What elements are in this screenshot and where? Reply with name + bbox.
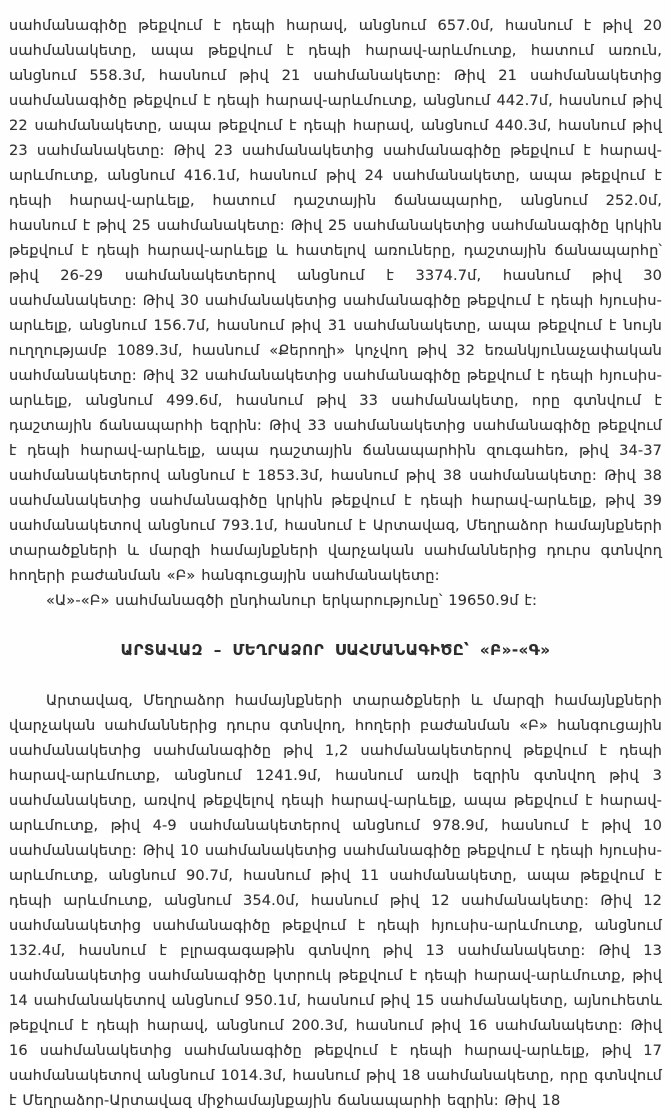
paragraph-boundary-b-g: Արտավազ, Մեղրաձոր համայնքների տարածքների և մարզի համայնքների վարչական սահմաններից դուրս գտնվող, հողերի բաժանման «Բ» հանգուցային սահմանակետից սահմանագիծը թիվ 1,2 սահմանակետերով թեքվում է դեպի հարավ-արևմուտք, անցնում 1241.9մ, հասնում առվի եզրին գտնվող թիվ 3 սահմանակետը, առվով թեքվելով դեպի հարավ-արևելք, ապա թեքվում է հարավ-արևմուտք, թիվ 4-9 սահմանակետերով անցնում 978.9մ, հասնում է թիվ 10 սահմանակետը: Թիվ 10 սահմանակետից սահմանագիծը թեքվում է դեպի հյուսիս-արևմուտք, անցնում 90.7մ, հասնում թիվ 11 սահմանակետը, ապա թեքվում է դեպի արևմուտք, անցնում 354.0մ, հասնում թիվ 12 սահմանակետը: Թիվ 12 սահմանակետից սահմանագիծը թեքվում է դեպի հյուսիս-արևմուտք, անցնում 132.4մ, հասնում է բլրագագաթին գտնվող թիվ 13 սահմանակետը: Թիվ 13 սահմանակետից սահմանագիծը կտրուկ թեքվում է դեպի հարավ-արևմուտք, թիվ 14 սահմանակետով անցնում 950.1մ, հասնում թիվ 15 սահմանակետը, այնուհետև թեքվում է դեպի հարավ, անցնում 200.3մ, հասնում թիվ 16 սահմանակետը: Թիվ 16 սահմանակետից սահմանագիծը թեքվում է դեպի հարավ-արևելք, թիվ 17 սահմանակետով անցնում 1014.3մ, հասնում թիվ 18 սահմանակետը, որը գտնվում է Մեղրաձոր-Արտավազ միջհամայնքային ճանապարհի եզրին: Թիվ 18 (9, 692, 662, 1109)
section-heading-artavaz-meghradzor: ԱՐՏԱՎԱԶ – ՄԵՂՐԱՁՈՐ ՍԱՀՄԱՆԱԳԻԾԸ՝ «Բ»-«Գ» (120, 641, 551, 659)
paragraph-boundary-a-b-continuation: սահմանագիծը թեքվում է դեպի հարավ, անցնում 657.0մ, հասնում է թիվ 20 սահմանակետը, ապա թեքվում է դեպի հարավ-արևմուտք, հատում առուն, անցնում 558.3մ, հասնում թիվ 21 սահմանակետը: Թիվ 21 սահմանակետից սահմանագիծը թեքվում է դեպի հարավ-արևմուտք, անցնում 442.7մ, հասնում թիվ 22 սահմանակետը, ապա թեքվում է դեպի հարավ, անցնում 440.3մ, հասնում թիվ 23 սահմանակետը: Թիվ 23 սահմանակետից սահմանագիծը թեքվում է հարավ-արևմուտք, անցնում 416.1մ, հասնում թիվ 24 սահմանակետը, ապա թեքվում է դեպի հարավ-արևելք, հատում դաշտային ճանապարհը, անցնում 252.0մ, հասնում է թիվ 25 սահմանակետը: Թիվ 25 սահմանակետից սահմանագիծը կրկին թեքվում է դեպի հարավ-արևելք և հատելով առուները, դաշտային ճանապարհը՝ թիվ 26-29 սահմանակետերով անցնում է 3374.7մ, հասնում թիվ 30 սահմանակետը: Թիվ 30 սահմանակետից սահմանագիծը թեքվում է դեպի հյուսիս-արևելք, անցնում 156.7մ, հասնում թիվ 31 սահմանակետը, ապա թեքվում է նույն ուղղությամբ 1089.3մ, հասնում «Քերողի» կոչվող թիվ 32 եռանկյունաչափական սահմանակետը: Թիվ 32 սահմանակետից սահմանագիծը թեքվում է դեպի հյուսիս-արևելք, անցնում 499.6մ, հասնում թիվ 33 սահմանակետը, որը գտնվում է դաշտային ճանապարհի եզրին: Թիվ 33 սահմանակետից սահմանագիծը թեքվում է դեպի հարավ-արևելք, ապա դաշտային ճանապարհին զուգահեռ, թիվ 34-37 սահմանակետերով անցնում է 1853.3մ, հասնում թիվ 38 սահմանակետը: Թիվ 38 սահմանակետից սահմանագիծը կրկին թեքվում է դեպի հարավ-արևելք, թիվ 39 սահմանակետով անցնում 793.1մ, հասնում է Արտավազ, Մեղրաձոր համայնքների տարածքների և մարզի համայնքների վարչական սահմաններից դուրս գտնվող հողերի բաժանման «Բ» հանգուցային սահմանակետը: (9, 17, 662, 584)
paragraph-a-b-total-length: «Ա»-«Բ» սահմանագծի ընդհանուր երկարությունը՝ 19650.9մ է: (46, 592, 537, 609)
